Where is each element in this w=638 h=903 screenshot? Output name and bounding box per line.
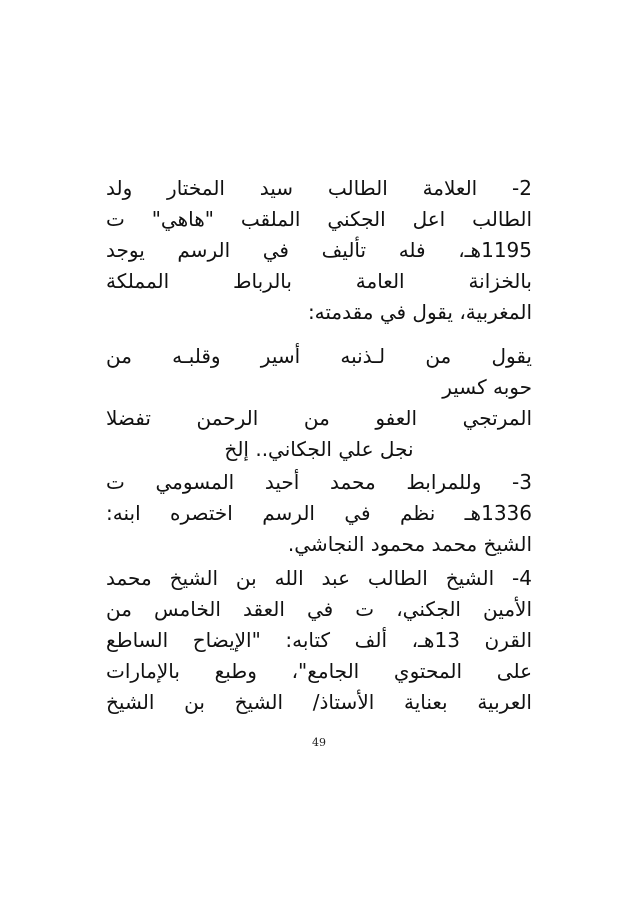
verse-line-2: حوبه كسير (442, 375, 532, 399)
verse-line-1: يقول من لـذنبه أسير وقلبـه من (106, 344, 532, 368)
text-line-13: العربية بعناية الأستاذ/ الشيخ بن الشيخ (106, 690, 532, 714)
text-line-5: المغربية، يقول في مقدمته: (307, 300, 532, 324)
text-line-7: 1336هـ نظم في الرسم اختصره ابنه: (106, 501, 532, 525)
verse-line-3: المرتجي العفو من الرحمن تفضلا (106, 406, 532, 430)
text-line-3: 1195هـ، فله تأليف في الرسم يوجد (106, 238, 532, 262)
verse-line-4: نجل علي الجكاني.. إلخ (224, 437, 414, 461)
text-line-1: 2- العلامة الطالب سيد المختار ولد (106, 176, 532, 200)
text-line-9: 4- الشيخ الطالب عبد الله بن الشيخ محمد (106, 566, 532, 590)
text-line-11: القرن 13هـ، ألف كتابه: "الإيضاح الساطع (106, 628, 532, 652)
page-number: 49 (312, 736, 326, 749)
text-line-4: بالخزانة العامة بالرباط المملكة (106, 269, 532, 293)
text-line-8: الشيخ محمد محمود النجاشي. (287, 532, 532, 556)
text-line-12: على المحتوي الجامع"، وطبع بالإمارات (106, 659, 532, 683)
text-line-6: 3- وللمرابط محمد أحيد المسومي ت (106, 470, 532, 494)
text-line-2: الطالب اعل الجكني الملقب "هاهي" ت (106, 207, 532, 231)
text-line-10: الأمين الجكني، ت في العقد الخامس من (106, 597, 532, 621)
